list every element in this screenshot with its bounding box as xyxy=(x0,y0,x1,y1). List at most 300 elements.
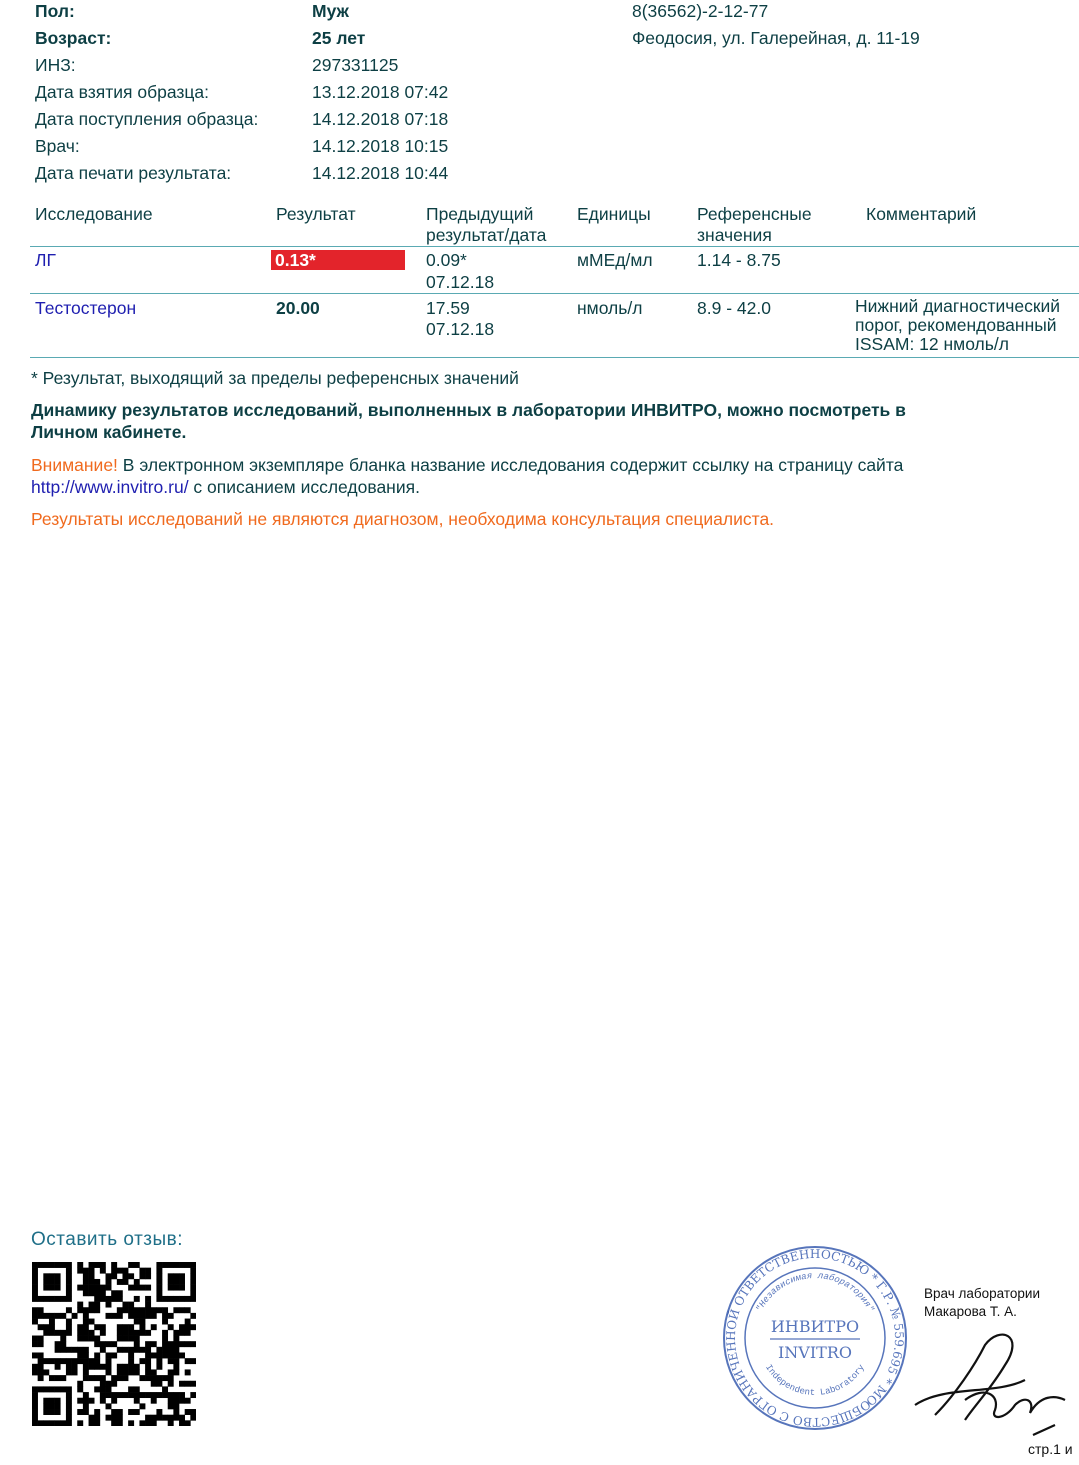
qr-module xyxy=(60,1386,66,1392)
qr-module xyxy=(173,1273,179,1279)
qr-module xyxy=(117,1268,123,1274)
qr-module xyxy=(66,1307,72,1313)
qr-module xyxy=(100,1364,106,1370)
disclaimer: Результаты исследований не являются диагнозом, необходима консультация специалиста. xyxy=(31,509,775,529)
qr-module xyxy=(38,1307,44,1313)
qr-module xyxy=(77,1386,83,1392)
lab-phone: 8(36562)-2-12-77 xyxy=(632,1,769,21)
site-link[interactable]: http://www.invitro.ru/ xyxy=(31,477,189,497)
qr-module xyxy=(185,1341,191,1347)
dynamics-note: Динамику результатов исследований, выполненных в лаборатории ИНВИТРО, можно посмотреть в xyxy=(31,400,906,420)
qr-module xyxy=(168,1375,174,1381)
qr-module xyxy=(66,1347,72,1353)
qr-module xyxy=(83,1319,89,1325)
qr-module xyxy=(32,1296,38,1302)
qr-module xyxy=(122,1364,128,1370)
qr-module xyxy=(168,1398,174,1404)
qr-module xyxy=(122,1273,128,1279)
qr-module xyxy=(128,1273,134,1279)
qr-module xyxy=(77,1324,83,1330)
qr-module xyxy=(117,1347,123,1353)
qr-module xyxy=(190,1296,196,1302)
qr-module xyxy=(173,1369,179,1375)
qr-module xyxy=(32,1403,38,1409)
qr-module xyxy=(32,1420,38,1426)
qr-module xyxy=(190,1392,196,1398)
qr-module xyxy=(66,1386,72,1392)
qr-module xyxy=(151,1398,157,1404)
qr-module xyxy=(106,1403,112,1409)
qr-module xyxy=(94,1296,100,1302)
qr-module xyxy=(117,1409,123,1415)
qr-module xyxy=(94,1409,100,1415)
qr-module xyxy=(139,1420,145,1426)
qr-module xyxy=(55,1347,61,1353)
qr-module xyxy=(55,1330,61,1336)
qr-module xyxy=(89,1420,95,1426)
qr-module xyxy=(190,1381,196,1387)
qr-module xyxy=(66,1296,72,1302)
units: нмоль/л xyxy=(577,298,643,318)
qr-module xyxy=(100,1347,106,1353)
qr-module xyxy=(117,1392,123,1398)
feedback-label: Оставить отзыв: xyxy=(31,1229,184,1250)
qr-module xyxy=(162,1296,168,1302)
qr-module xyxy=(122,1330,128,1336)
patient-field-value: 14.12.2018 07:18 xyxy=(312,109,449,129)
qr-module xyxy=(134,1398,140,1404)
qr-module xyxy=(156,1290,162,1296)
qr-module xyxy=(100,1296,106,1302)
qr-module xyxy=(55,1386,61,1392)
qr-module xyxy=(168,1420,174,1426)
qr-module xyxy=(185,1398,191,1404)
qr-module xyxy=(139,1285,145,1291)
qr-module xyxy=(145,1352,151,1358)
qr-module xyxy=(100,1290,106,1296)
qr-module xyxy=(190,1415,196,1421)
qr-module xyxy=(162,1330,168,1336)
qr-module xyxy=(156,1352,162,1358)
qr-module xyxy=(145,1364,151,1370)
patient-field-label: ИНЗ: xyxy=(35,55,76,75)
qr-module xyxy=(38,1262,44,1268)
qr-module xyxy=(145,1330,151,1336)
qr-module xyxy=(128,1392,134,1398)
qr-module xyxy=(32,1352,38,1358)
qr-module xyxy=(55,1420,61,1426)
qr-module xyxy=(117,1313,123,1319)
qr-module xyxy=(60,1330,66,1336)
qr-module xyxy=(94,1375,100,1381)
patient-field-value: 25 лет xyxy=(312,28,366,48)
qr-module xyxy=(134,1392,140,1398)
qr-module xyxy=(173,1398,179,1404)
qr-module xyxy=(77,1352,83,1358)
patient-field-label: Пол: xyxy=(35,1,75,21)
qr-module xyxy=(128,1420,134,1426)
qr-module xyxy=(190,1273,196,1279)
qr-module xyxy=(111,1262,117,1268)
qr-module xyxy=(72,1347,78,1353)
qr-module xyxy=(151,1420,157,1426)
qr-module xyxy=(190,1285,196,1291)
patient-field-label: Возраст: xyxy=(35,28,112,48)
qr-module xyxy=(94,1262,100,1268)
qr-module xyxy=(32,1398,38,1404)
qr-module xyxy=(83,1273,89,1279)
qr-module xyxy=(94,1364,100,1370)
qr-module xyxy=(134,1364,140,1370)
qr-module xyxy=(60,1313,66,1319)
qr-module xyxy=(156,1415,162,1421)
prev-date: 07.12.18 xyxy=(426,272,495,292)
qr-module xyxy=(43,1330,49,1336)
units: мМЕд/мл xyxy=(577,250,653,270)
feedback-qr-code[interactable] xyxy=(32,1262,196,1426)
qr-module xyxy=(128,1302,134,1308)
dynamics-note-2: Личном кабинете. xyxy=(31,422,187,442)
qr-module xyxy=(100,1268,106,1274)
comment-line: порог, рекомендованный xyxy=(855,315,1057,335)
qr-module xyxy=(185,1381,191,1387)
qr-module xyxy=(145,1296,151,1302)
qr-module xyxy=(117,1420,123,1426)
qr-module xyxy=(179,1307,185,1313)
qr-module xyxy=(77,1336,83,1342)
qr-module xyxy=(117,1415,123,1421)
attention-tail: с описанием исследования. xyxy=(188,477,420,497)
qr-module xyxy=(77,1398,83,1404)
qr-module xyxy=(83,1347,89,1353)
qr-module xyxy=(156,1262,162,1268)
qr-module xyxy=(49,1279,55,1285)
qr-module xyxy=(117,1336,123,1342)
qr-module xyxy=(173,1358,179,1364)
qr-module xyxy=(72,1364,78,1370)
qr-module xyxy=(38,1341,44,1347)
qr-module xyxy=(134,1336,140,1342)
qr-module xyxy=(139,1307,145,1313)
qr-module xyxy=(49,1403,55,1409)
result-flagged: 0.13* xyxy=(271,250,405,270)
qr-module xyxy=(145,1307,151,1313)
qr-module xyxy=(111,1381,117,1387)
qr-module xyxy=(66,1403,72,1409)
qr-module xyxy=(94,1290,100,1296)
qr-module xyxy=(106,1358,112,1364)
qr-module xyxy=(190,1262,196,1268)
qr-module xyxy=(72,1369,78,1375)
qr-module xyxy=(83,1279,89,1285)
doctor-name: Макарова Т. А. xyxy=(924,1304,1017,1319)
qr-module xyxy=(43,1313,49,1319)
qr-module xyxy=(179,1279,185,1285)
qr-module xyxy=(100,1285,106,1291)
attention-label: Внимание! xyxy=(31,455,118,475)
qr-module xyxy=(83,1330,89,1336)
qr-module xyxy=(83,1364,89,1370)
qr-module xyxy=(173,1409,179,1415)
qr-module xyxy=(173,1285,179,1291)
qr-module xyxy=(134,1386,140,1392)
col-header-previous: Предыдущий xyxy=(426,204,534,224)
qr-module xyxy=(185,1324,191,1330)
qr-module xyxy=(117,1369,123,1375)
qr-module xyxy=(89,1375,95,1381)
qr-module xyxy=(49,1319,55,1325)
qr-module xyxy=(43,1403,49,1409)
qr-module xyxy=(151,1352,157,1358)
qr-module xyxy=(156,1268,162,1274)
attention-note-2 xyxy=(31,476,420,498)
qr-module xyxy=(32,1279,38,1285)
qr-module xyxy=(173,1364,179,1370)
qr-module xyxy=(168,1273,174,1279)
qr-module xyxy=(117,1279,123,1285)
qr-module xyxy=(139,1347,145,1353)
qr-module xyxy=(66,1358,72,1364)
col-header-reference-2: значения xyxy=(697,225,772,245)
qr-module xyxy=(179,1381,185,1387)
qr-module xyxy=(60,1347,66,1353)
qr-module xyxy=(100,1386,106,1392)
qr-module xyxy=(100,1398,106,1404)
qr-module xyxy=(179,1262,185,1268)
qr-module xyxy=(134,1285,140,1291)
qr-module xyxy=(43,1369,49,1375)
qr-module xyxy=(185,1296,191,1302)
qr-module xyxy=(128,1324,134,1330)
table-divider xyxy=(30,357,1079,358)
qr-module xyxy=(106,1415,112,1421)
qr-module xyxy=(43,1296,49,1302)
patient-field-label: Дата печати результата: xyxy=(35,163,232,183)
qr-module xyxy=(60,1336,66,1342)
qr-module xyxy=(49,1420,55,1426)
qr-module xyxy=(134,1409,140,1415)
qr-module xyxy=(134,1347,140,1353)
lab-stamp xyxy=(720,1243,910,1433)
qr-module xyxy=(185,1330,191,1336)
qr-module xyxy=(66,1324,72,1330)
qr-module xyxy=(179,1330,185,1336)
qr-module xyxy=(128,1347,134,1353)
qr-module xyxy=(168,1381,174,1387)
qr-module xyxy=(77,1330,83,1336)
qr-module xyxy=(32,1386,38,1392)
qr-module xyxy=(122,1279,128,1285)
qr-module xyxy=(145,1375,151,1381)
qr-module xyxy=(66,1285,72,1291)
qr-module xyxy=(66,1290,72,1296)
qr-module xyxy=(173,1415,179,1421)
stamp-name-ru: ИНВИТРО xyxy=(770,1317,860,1336)
qr-module xyxy=(32,1319,38,1325)
qr-module xyxy=(66,1319,72,1325)
qr-module xyxy=(111,1268,117,1274)
qr-module xyxy=(168,1341,174,1347)
qr-module xyxy=(94,1336,100,1342)
qr-module xyxy=(72,1358,78,1364)
qr-module xyxy=(162,1313,168,1319)
qr-module xyxy=(168,1296,174,1302)
qr-module xyxy=(55,1273,61,1279)
qr-module xyxy=(145,1285,151,1291)
qr-module xyxy=(139,1273,145,1279)
qr-module xyxy=(117,1375,123,1381)
qr-module xyxy=(100,1341,106,1347)
qr-module xyxy=(66,1409,72,1415)
qr-module xyxy=(151,1307,157,1313)
col-header-previous-2: результат/дата xyxy=(426,225,547,245)
qr-module xyxy=(173,1336,179,1342)
qr-module xyxy=(111,1420,117,1426)
qr-module xyxy=(128,1307,134,1313)
qr-module xyxy=(134,1341,140,1347)
qr-module xyxy=(49,1409,55,1415)
qr-module xyxy=(190,1341,196,1347)
qr-module xyxy=(122,1324,128,1330)
qr-module xyxy=(55,1403,61,1409)
qr-module xyxy=(134,1307,140,1313)
qr-module xyxy=(106,1285,112,1291)
comment-line: ISSAM: 12 нмоль/л xyxy=(855,334,1009,354)
qr-module xyxy=(77,1285,83,1291)
patient-field-label: Врач: xyxy=(35,136,80,156)
stamp-inner-top: "Независимая лаборатория" xyxy=(754,1271,876,1314)
qr-module xyxy=(185,1319,191,1325)
qr-module xyxy=(185,1409,191,1415)
qr-module xyxy=(38,1352,44,1358)
result: 20.00 xyxy=(276,298,320,318)
attention-text: В электронном экземпляре бланка название исследования содержит ссылку на страницу сайта xyxy=(117,455,904,475)
qr-module xyxy=(43,1358,49,1364)
col-header-units: Единицы xyxy=(577,204,651,224)
qr-module xyxy=(162,1319,168,1325)
patient-field-value: Муж xyxy=(312,1,349,21)
qr-module xyxy=(134,1369,140,1375)
svg-text:"Независимая лаборатория" xyxy=(755,1271,876,1314)
qr-module xyxy=(89,1319,95,1325)
qr-module xyxy=(106,1364,112,1370)
qr-module xyxy=(185,1307,191,1313)
qr-module xyxy=(168,1352,174,1358)
qr-module xyxy=(60,1296,66,1302)
qr-module xyxy=(168,1279,174,1285)
qr-module xyxy=(32,1415,38,1421)
patient-field-label: Дата взятия образца: xyxy=(35,82,210,102)
qr-module xyxy=(190,1358,196,1364)
qr-module xyxy=(179,1273,185,1279)
qr-module xyxy=(128,1262,134,1268)
qr-module xyxy=(89,1262,95,1268)
qr-module xyxy=(94,1358,100,1364)
qr-module xyxy=(72,1313,78,1319)
qr-module xyxy=(173,1296,179,1302)
qr-module xyxy=(89,1307,95,1313)
qr-module xyxy=(83,1352,89,1358)
qr-module xyxy=(38,1313,44,1319)
qr-module xyxy=(43,1386,49,1392)
qr-module xyxy=(49,1262,55,1268)
qr-module xyxy=(151,1369,157,1375)
qr-module xyxy=(106,1369,112,1375)
qr-module xyxy=(66,1369,72,1375)
qr-module xyxy=(168,1358,174,1364)
qr-module xyxy=(89,1358,95,1364)
qr-module xyxy=(32,1409,38,1415)
qr-module xyxy=(156,1364,162,1370)
svg-text:Independent Laboratory xyxy=(763,1362,867,1398)
qr-module xyxy=(156,1358,162,1364)
qr-module xyxy=(145,1302,151,1308)
qr-module xyxy=(106,1341,112,1347)
qr-module xyxy=(162,1347,168,1353)
qr-module xyxy=(145,1268,151,1274)
qr-module xyxy=(111,1313,117,1319)
qr-module xyxy=(94,1324,100,1330)
qr-module xyxy=(66,1273,72,1279)
qr-module xyxy=(83,1375,89,1381)
qr-module xyxy=(38,1336,44,1342)
qr-module xyxy=(122,1369,128,1375)
qr-module xyxy=(100,1262,106,1268)
qr-module xyxy=(168,1347,174,1353)
qr-module xyxy=(128,1336,134,1342)
qr-module xyxy=(128,1364,134,1370)
qr-module xyxy=(32,1341,38,1347)
qr-module xyxy=(168,1285,174,1291)
qr-module xyxy=(43,1324,49,1330)
qr-module xyxy=(173,1307,179,1313)
patient-field-value: 14.12.2018 10:44 xyxy=(312,163,449,183)
qr-module xyxy=(151,1341,157,1347)
qr-module xyxy=(77,1307,83,1313)
test-name-link[interactable]: Тестостерон xyxy=(35,298,137,318)
qr-module xyxy=(66,1364,72,1370)
qr-module xyxy=(173,1341,179,1347)
table-divider xyxy=(30,246,1079,247)
qr-module xyxy=(185,1420,191,1426)
qr-module xyxy=(168,1262,174,1268)
table-divider xyxy=(30,293,1079,294)
qr-module xyxy=(145,1341,151,1347)
qr-module xyxy=(134,1319,140,1325)
test-name-link[interactable]: ЛГ xyxy=(35,250,56,270)
qr-module xyxy=(83,1398,89,1404)
qr-module xyxy=(145,1415,151,1421)
attention-note xyxy=(31,454,903,476)
qr-module xyxy=(94,1352,100,1358)
qr-module xyxy=(162,1375,168,1381)
col-header-comment: Комментарий xyxy=(866,204,977,224)
qr-module xyxy=(83,1285,89,1291)
qr-module xyxy=(162,1415,168,1421)
qr-module xyxy=(49,1398,55,1404)
qr-module xyxy=(32,1313,38,1319)
qr-module xyxy=(94,1307,100,1313)
qr-module xyxy=(190,1290,196,1296)
qr-module xyxy=(38,1369,44,1375)
qr-module xyxy=(66,1279,72,1285)
comment xyxy=(855,297,1060,354)
qr-module xyxy=(106,1302,112,1308)
qr-module xyxy=(139,1324,145,1330)
qr-module xyxy=(43,1273,49,1279)
qr-module xyxy=(156,1279,162,1285)
qr-module xyxy=(66,1268,72,1274)
